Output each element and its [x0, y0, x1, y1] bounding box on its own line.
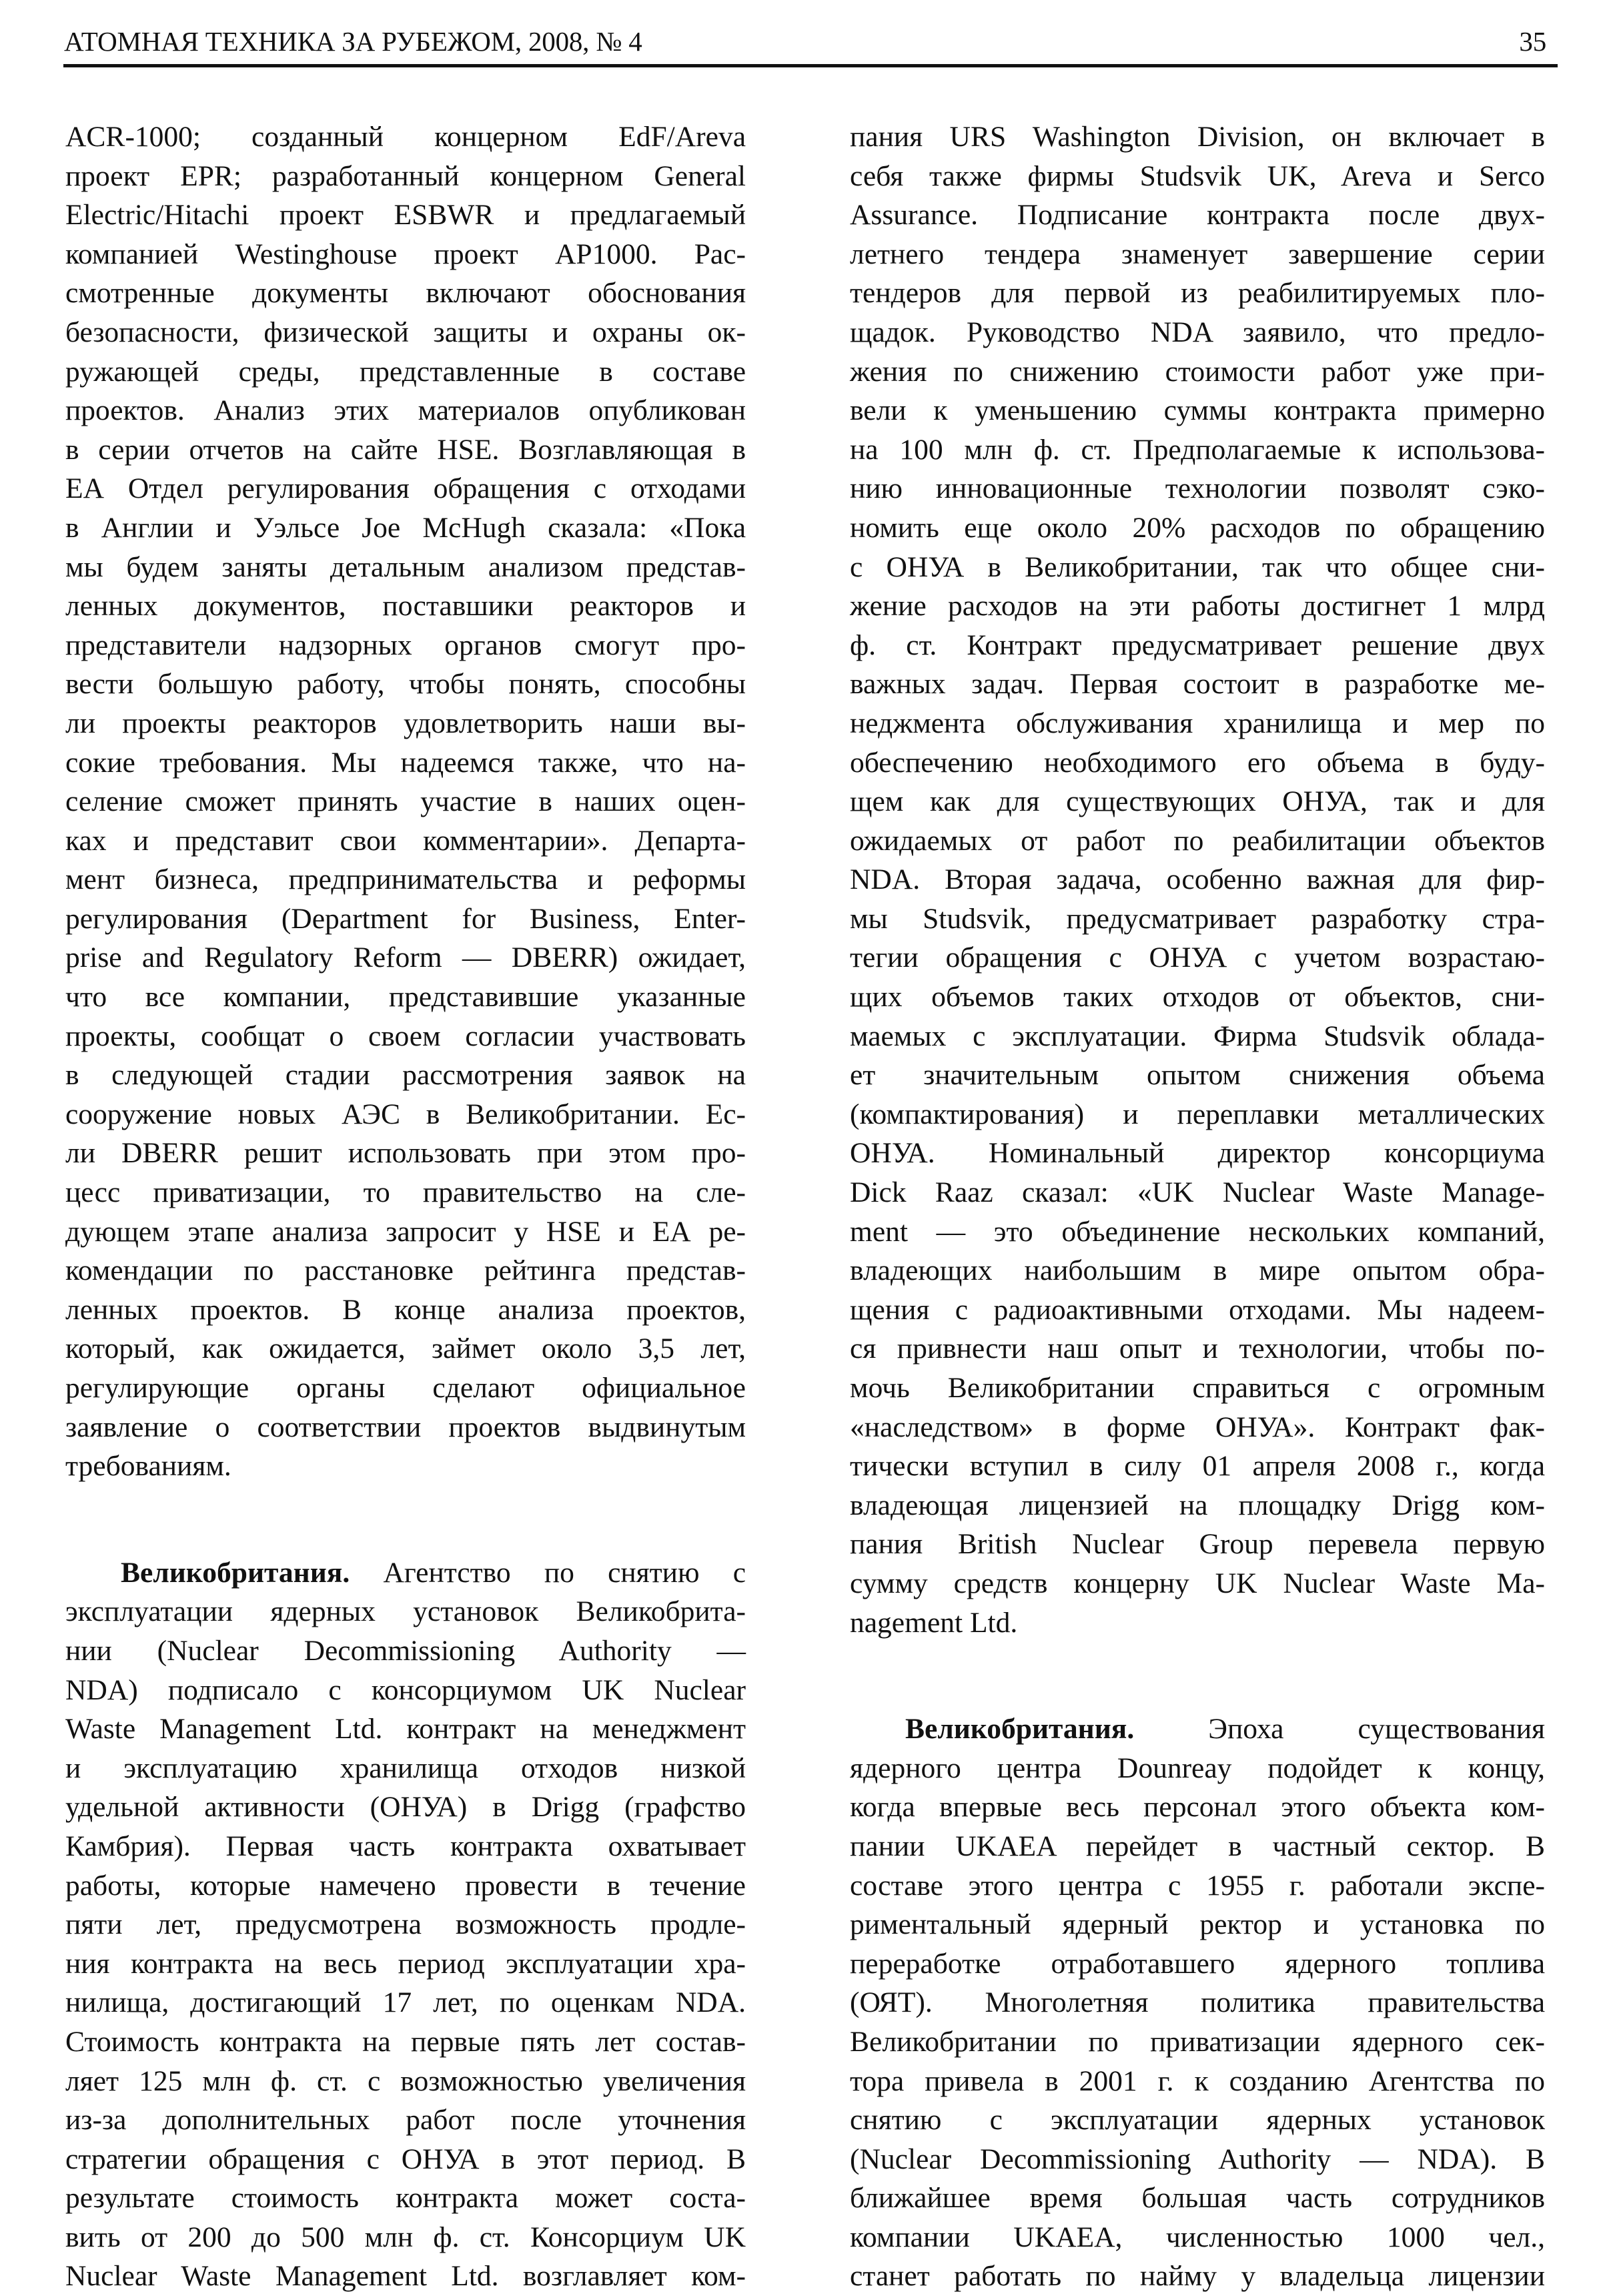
text-line: проект EPR; разработанный концерном General: [65, 159, 746, 192]
text-line: в следующей стадии рассмотрения заявок на: [65, 1059, 746, 1092]
text-line: представители надзорных органов смогут про-: [65, 629, 746, 661]
text-line: ся привнести наш опыт и технологии, чтобы по-: [850, 1332, 1545, 1365]
text-line: жение расходов на эти работы достигнет 1 млрд: [850, 590, 1545, 623]
text-line: щения с радиоактивными отходами. Мы надеем-: [850, 1293, 1545, 1326]
running-head: [64, 25, 1546, 57]
text-line: регулирующие органы сделают официальное: [65, 1372, 746, 1404]
text-line: тегии обращения с ОНУА с учетом возрастаю-: [850, 941, 1545, 974]
text-line: ленных проектов. В конце анализа проектов,: [65, 1293, 746, 1326]
text-line: Assurance. Подписание контракта после двух-: [850, 199, 1545, 232]
text-line: пании UKAEA перейдет в частный сектор. В: [850, 1830, 1545, 1862]
text-line: (ОЯТ). Многолетняя политика правительства: [850, 1986, 1545, 2019]
text-line: из-за дополнительных работ после уточнения: [65, 2104, 746, 2137]
text-line: работы, которые намечено провести в течение: [65, 1869, 746, 1902]
text-line: обеспечению необходимого его объема в буду-: [850, 746, 1545, 779]
text-line: компанией Westinghouse проект AP1000. Рас-: [65, 238, 746, 270]
right-column: [850, 117, 1545, 2296]
text-line: компании UKAEA, численностью 1000 чел.,: [850, 2221, 1545, 2253]
text-line: ment — это объединение нескольких компаний,: [850, 1215, 1545, 1248]
text-line: селение сможет принять участие в наших оцен-: [65, 785, 746, 818]
text-line: сокие требования. Мы надеемся также, что на-: [65, 746, 746, 779]
text-line: вели к уменьшению суммы контракта примерно: [850, 394, 1545, 427]
text-line: ния контракта на весь период эксплуатации хра-: [65, 1947, 746, 1980]
paragraph-dounreay: [850, 1709, 1545, 2296]
paragraph-lead-line: [65, 1553, 746, 1593]
text-line: номить еще около 20% расходов по обращению: [850, 511, 1545, 544]
text-line: щих объемов таких отходов от объектов, сни-: [850, 981, 1545, 1014]
text-line: важных задач. Первая состоит в разработке ме-: [850, 668, 1545, 701]
text-line: и эксплуатацию хранилища отходов низкой: [65, 1752, 746, 1784]
text-line: ленных документов, поставшики реакторов и: [65, 590, 746, 623]
text-line: результате стоимость контракта может соста-: [65, 2182, 746, 2215]
text-line: мы будем заняты детальным анализом представ-: [65, 550, 746, 583]
text-line: щадок. Руководство NDA заявило, что предло-: [850, 316, 1545, 348]
text-line: удельной активности (ОНУА) в Drigg (графство: [65, 1791, 746, 1824]
text-line: сооружение новых АЭС в Великобритании. Ес-: [65, 1098, 746, 1130]
text-line: проектов. Анализ этих материалов опубликован: [65, 394, 746, 427]
text-line: (компактирования) и переплавки металлических: [850, 1098, 1545, 1130]
text-line: Стоимость контракта на первые пять лет состав-: [65, 2025, 746, 2058]
text-line: вести большую работу, чтобы понять, способны: [65, 668, 746, 701]
text-line: ближайшее время большая часть сотрудников: [850, 2182, 1545, 2215]
text-line: (Nuclear Decommissioning Authority — NDA). В: [850, 2143, 1545, 2175]
text-line: ли DBERR решит использовать при этом про-: [65, 1137, 746, 1170]
text-line: «наследством» в форме ОНУА». Контракт фак-: [850, 1411, 1545, 1443]
text-line: ожидаемых от работ по реабилитации объектов: [850, 824, 1545, 857]
text-line: который, как ожидается, займет около 3,5 лет,: [65, 1332, 746, 1365]
paragraph-lead-line: [850, 1709, 1545, 1749]
text-line: тендеров для первой из реабилитируемых пло-: [850, 277, 1545, 310]
text-line: заявление о соответствии проектов выдвинутым: [65, 1411, 746, 1443]
text-line: летнего тендера знаменует завершение серии: [850, 238, 1545, 270]
text-line: когда впервые весь персонал этого объекта ком-: [850, 1791, 1545, 1824]
text-line: безопасности, физической защиты и охраны ок-: [65, 316, 746, 348]
text-line: нилища, достигающий 17 лет, по оценкам NDA.: [65, 1986, 746, 2019]
text-line: регулирования (Department for Business, Enter-: [65, 902, 746, 935]
text-line: NDA) подписало с консорциумом UK Nuclear: [65, 1673, 746, 1706]
text-line: ет значительным опытом снижения объема: [850, 1059, 1545, 1092]
text-line: комендации по расстановке рейтинга представ-: [65, 1254, 746, 1287]
text-line: стратегии обращения с ОНУА в этот период. В: [65, 2143, 746, 2175]
section-lead: Великобритания.: [905, 1713, 1135, 1746]
text-line: проекты, сообщат о своем согласии участвовать: [65, 1020, 746, 1052]
text-line: вить от 200 до 500 млн ф. ст. Консорциум UK: [65, 2221, 746, 2253]
text-line: prise and Regulatory Reform — DBERR) ожидает,: [65, 941, 746, 974]
text-line: снятию с эксплуатации ядерных установок: [850, 2104, 1545, 2137]
text-line: ф. ст. Контракт предусматривает решение двух: [850, 629, 1545, 661]
text-line: ОНУА. Номинальный директор консорциума: [850, 1137, 1545, 1170]
lead-line-rest: Агентство по снятию с: [383, 1556, 746, 1589]
text-line: тически вступил в силу 01 апреля 2008 г., когда: [850, 1450, 1545, 1483]
text-line: ружающей среды, представленные в составе: [65, 355, 746, 388]
paragraph-drigg-contract: [65, 1553, 746, 2296]
text-line: ядерного центра Dounreay подойдет к концу,: [850, 1752, 1545, 1784]
text-line: ляет 125 млн ф. ст. с возможностью увеличения: [65, 2064, 746, 2097]
text-line: Великобритании по приватизации ядерного сек-: [850, 2025, 1545, 2058]
text-line: nagement Ltd.: [850, 1606, 1018, 1639]
paragraph-consortium: [850, 117, 1545, 1642]
text-line: ACR-1000; созданный концерном EdF/Areva: [65, 121, 746, 153]
text-line: пания British Nuclear Group перевела первую: [850, 1528, 1545, 1561]
text-line: себя также фирмы Studsvik UK, Areva и Serco: [850, 159, 1545, 192]
text-line: эксплуатации ядерных установок Великобрита-: [65, 1595, 746, 1628]
text-line: с ОНУА в Великобритании, так что общее сни-: [850, 550, 1545, 583]
text-line: неджмента обслуживания хранилища и мер по: [850, 707, 1545, 739]
text-line: пяти лет, предусмотрена возможность продле-: [65, 1908, 746, 1941]
text-line: риментальный ядерный ректор и установка по: [850, 1908, 1545, 1941]
text-line: мы Studsvik, предусматривает разработку стра-: [850, 902, 1545, 935]
text-line: NDA. Вторая задача, особенно важная для фир-: [850, 863, 1545, 896]
journal-title: АТОМНАЯ ТЕХНИКА ЗА РУБЕЖОМ, 2008, № 4: [64, 26, 642, 57]
text-line: в серии отчетов на сайте HSE. Возглавляющая в: [65, 433, 746, 466]
text-line: сумму средств концерну UK Nuclear Waste Ма-: [850, 1567, 1545, 1599]
text-line: станет работать по найму у владельца лицензии: [850, 2260, 1545, 2293]
text-line: Nuclear Waste Management Ltd. возглавляет ком-: [65, 2260, 746, 2293]
text-line: пания URS Washington Division, он включает в: [850, 121, 1545, 153]
text-line: переработке отработавшего ядерного топлива: [850, 1947, 1545, 1980]
text-line: нию инновационные технологии позволят сэко-: [850, 472, 1545, 505]
text-line: нии (Nuclear Decommissioning Authority —: [65, 1634, 746, 1667]
text-line: жения по снижению стоимости работ уже при-: [850, 355, 1545, 388]
text-line: владеющая лицензией на площадку Drigg ком-: [850, 1489, 1545, 1521]
left-column: [65, 117, 746, 2296]
text-line: Камбрия). Первая часть контракта охватывает: [65, 1830, 746, 1862]
text-line: Electric/Hitachi проект ESBWR и предлагаемый: [65, 199, 746, 232]
text-line: цесс приватизации, то правительство на сле-: [65, 1176, 746, 1209]
text-line: Waste Management Ltd. контракт на менеджмент: [65, 1713, 746, 1746]
text-line: требованиям.: [65, 1450, 231, 1483]
text-line: на 100 млн ф. ст. Предполагаемые к использова-: [850, 433, 1545, 466]
text-line: составе этого центра с 1955 г. работали экспе-: [850, 1869, 1545, 1902]
header-rule: [63, 64, 1558, 67]
text-line: тора привела в 2001 г. к созданию Агентства по: [850, 2064, 1545, 2097]
text-line: ках и представит свои комментарии». Департа-: [65, 824, 746, 857]
page-number: 35: [1519, 26, 1546, 57]
text-line: мочь Великобритании справиться с огромным: [850, 1372, 1545, 1404]
lead-line-rest: Эпоха существования: [1208, 1713, 1545, 1746]
text-line: ЕА Отдел регулирования обращения с отходами: [65, 472, 746, 505]
text-line: маемых с эксплуатации. Фирма Studsvik облада-: [850, 1020, 1545, 1052]
text-line: ли проекты реакторов удовлетворить наши вы-: [65, 707, 746, 739]
text-line: что все компании, представившие указанные: [65, 981, 746, 1014]
paragraph-regulatory-review: [65, 117, 746, 1486]
text-line: смотренные документы включают обоснования: [65, 277, 746, 310]
text-line: владеющих наибольшим в мире опытом обра-: [850, 1254, 1545, 1287]
text-line: в Англии и Уэльсе Joe McHugh сказала: «Пока: [65, 511, 746, 544]
section-lead: Великобритания.: [121, 1556, 350, 1589]
text-line: дующем этапе анализа запросит у HSE и ЕА ре-: [65, 1215, 746, 1248]
text-line: Dick Raaz сказал: «UK Nuclear Waste Manage-: [850, 1176, 1545, 1209]
text-line: щем как для существующих ОНУА, так и для: [850, 785, 1545, 818]
text-line: мент бизнеса, предпринимательства и реформы: [65, 863, 746, 896]
